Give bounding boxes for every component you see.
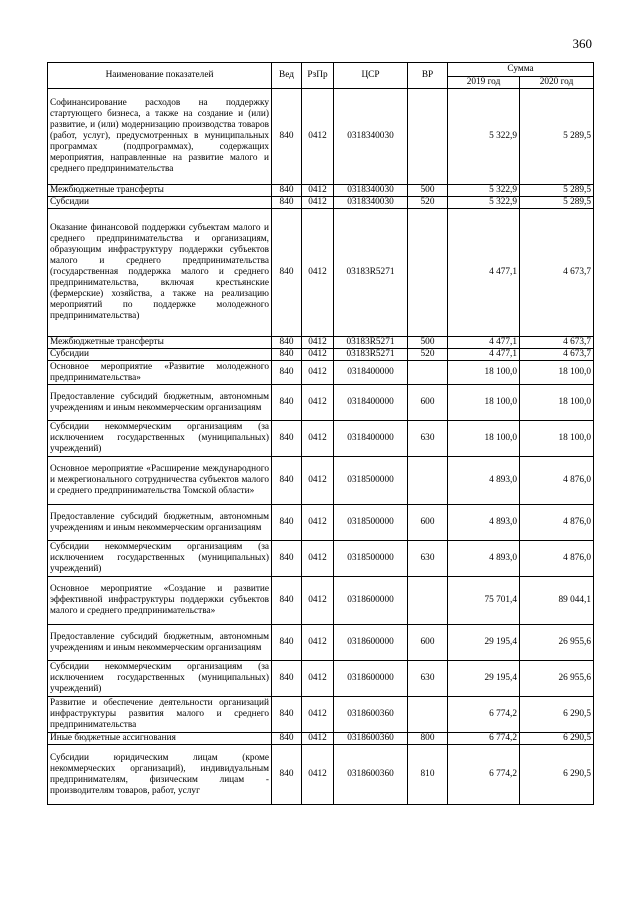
cell-y2020: 4 673,7 bbox=[520, 349, 594, 361]
table-row bbox=[48, 89, 594, 185]
cell-rzpr: 0412 bbox=[302, 745, 334, 805]
table-row bbox=[48, 197, 594, 209]
cell-rzpr: 0412 bbox=[302, 505, 334, 541]
cell-y2019: 6 774,2 bbox=[448, 733, 520, 745]
cell-csr: 0318500000 bbox=[334, 541, 408, 577]
table-row bbox=[48, 349, 594, 361]
cell-y2019: 18 100,0 bbox=[448, 361, 520, 385]
cell-csr: 0318400000 bbox=[334, 385, 408, 421]
cell-rzpr: 0412 bbox=[302, 185, 334, 197]
cell-vr bbox=[408, 89, 448, 185]
cell-rzpr: 0412 bbox=[302, 697, 334, 733]
table-row bbox=[48, 625, 594, 661]
cell-ved: 840 bbox=[272, 421, 302, 457]
cell-rzpr: 0412 bbox=[302, 337, 334, 349]
cell-ved: 840 bbox=[272, 625, 302, 661]
cell-y2020: 5 289,5 bbox=[520, 185, 594, 197]
cell-rzpr: 0412 bbox=[302, 457, 334, 505]
header-name: Наименование показателей bbox=[48, 63, 272, 89]
cell-y2019: 75 701,4 bbox=[448, 577, 520, 625]
cell-name: Оказание финансовой поддержки субъектам малого и среднего предпринимательства и организациям, образующим инфраструктуру поддержки субъектов малого и среднего предпринимательства (государственная поддержка малого и среднего предпринимательства, включая крестьянские (фермерские) хозяйства, а также на реализацию мероприятий по поддержке молодежного предпринимательства) bbox=[48, 209, 272, 337]
cell-vr: 630 bbox=[408, 421, 448, 457]
cell-rzpr: 0412 bbox=[302, 733, 334, 745]
cell-rzpr: 0412 bbox=[302, 625, 334, 661]
cell-y2019: 6 774,2 bbox=[448, 745, 520, 805]
cell-ved: 840 bbox=[272, 185, 302, 197]
cell-name: Софинансирование расходов на поддержку стартующего бизнеса, а также на создание и (или) развитие, и (или) модернизацию производства товаров (работ, услуг), предусмотренных в муниципальных программах (подпрограммах), содержащих мероприятия, направленные на развитие малого и среднего предпринимательства bbox=[48, 89, 272, 185]
cell-y2019: 4 477,1 bbox=[448, 337, 520, 349]
table-row bbox=[48, 337, 594, 349]
cell-rzpr: 0412 bbox=[302, 89, 334, 185]
cell-y2019: 4 893,0 bbox=[448, 457, 520, 505]
cell-csr: 0318400000 bbox=[334, 361, 408, 385]
cell-ved: 840 bbox=[272, 733, 302, 745]
header-vr: ВР bbox=[408, 63, 448, 89]
table-row bbox=[48, 541, 594, 577]
cell-name: Основное мероприятие «Создание и развитие эффективной инфраструктуры поддержки субъектов малого и среднего предпринимательства» bbox=[48, 577, 272, 625]
cell-name: Предоставление субсидий бюджетным, автономным учреждениям и иным некоммерческим организациям bbox=[48, 385, 272, 421]
cell-y2019: 18 100,0 bbox=[448, 385, 520, 421]
table-row bbox=[48, 209, 594, 337]
cell-rzpr: 0412 bbox=[302, 577, 334, 625]
cell-name: Субсидии bbox=[48, 197, 272, 209]
cell-vr bbox=[408, 697, 448, 733]
cell-rzpr: 0412 bbox=[302, 541, 334, 577]
header-2019: 2019 год bbox=[448, 77, 520, 89]
cell-ved: 840 bbox=[272, 209, 302, 337]
cell-csr: 0318340030 bbox=[334, 185, 408, 197]
cell-ved: 840 bbox=[272, 505, 302, 541]
cell-vr: 500 bbox=[408, 337, 448, 349]
table-row bbox=[48, 185, 594, 197]
table-row bbox=[48, 385, 594, 421]
cell-csr: 0318400000 bbox=[334, 421, 408, 457]
cell-name: Субсидии некоммерческим организациям (за исключением государственных (муниципальных) учреждений) bbox=[48, 421, 272, 457]
cell-vr: 800 bbox=[408, 733, 448, 745]
cell-vr: 520 bbox=[408, 197, 448, 209]
cell-vr: 810 bbox=[408, 745, 448, 805]
cell-rzpr: 0412 bbox=[302, 209, 334, 337]
table-row bbox=[48, 697, 594, 733]
cell-ved: 840 bbox=[272, 385, 302, 421]
cell-name: Предоставление субсидий бюджетным, автономным учреждениям и иным некоммерческим организациям bbox=[48, 505, 272, 541]
cell-y2020: 6 290,5 bbox=[520, 733, 594, 745]
cell-vr: 600 bbox=[408, 385, 448, 421]
cell-y2020: 4 673,7 bbox=[520, 209, 594, 337]
cell-vr bbox=[408, 209, 448, 337]
cell-y2020: 6 290,5 bbox=[520, 697, 594, 733]
cell-ved: 840 bbox=[272, 745, 302, 805]
cell-vr bbox=[408, 457, 448, 505]
cell-ved: 840 bbox=[272, 337, 302, 349]
cell-name: Субсидии bbox=[48, 349, 272, 361]
budget-table bbox=[47, 62, 594, 805]
cell-csr: 0318340030 bbox=[334, 197, 408, 209]
cell-y2019: 5 322,9 bbox=[448, 89, 520, 185]
cell-y2020: 4 673,7 bbox=[520, 337, 594, 349]
cell-y2019: 29 195,4 bbox=[448, 661, 520, 697]
cell-y2020: 26 955,6 bbox=[520, 625, 594, 661]
cell-y2019: 5 322,9 bbox=[448, 197, 520, 209]
cell-csr: 03183R5271 bbox=[334, 337, 408, 349]
cell-csr: 0318500000 bbox=[334, 457, 408, 505]
cell-y2020: 89 044,1 bbox=[520, 577, 594, 625]
cell-vr: 630 bbox=[408, 661, 448, 697]
cell-y2020: 18 100,0 bbox=[520, 421, 594, 457]
cell-vr: 600 bbox=[408, 625, 448, 661]
cell-ved: 840 bbox=[272, 197, 302, 209]
cell-name: Межбюджетные трансферты bbox=[48, 337, 272, 349]
cell-name: Развитие и обеспечение деятельности организаций инфраструктуры развития малого и среднего предпринимательства bbox=[48, 697, 272, 733]
cell-name: Субсидии некоммерческим организациям (за исключением государственных (муниципальных) учреждений) bbox=[48, 541, 272, 577]
cell-ved: 840 bbox=[272, 577, 302, 625]
cell-csr: 0318600360 bbox=[334, 745, 408, 805]
cell-name: Основное мероприятие «Развитие молодежного предпринимательства» bbox=[48, 361, 272, 385]
header-2020: 2020 год bbox=[520, 77, 594, 89]
cell-csr: 0318340030 bbox=[334, 89, 408, 185]
cell-vr: 600 bbox=[408, 505, 448, 541]
cell-csr: 0318600000 bbox=[334, 661, 408, 697]
cell-name: Субсидии юридическим лицам (кроме некоммерческих организаций), индивидуальным предпринимателям, физическим лицам - производителям товаров, работ, услуг bbox=[48, 745, 272, 805]
table-row bbox=[48, 505, 594, 541]
cell-name: Субсидии некоммерческим организациям (за исключением государственных (муниципальных) учреждений) bbox=[48, 661, 272, 697]
cell-vr: 520 bbox=[408, 349, 448, 361]
cell-csr: 0318600000 bbox=[334, 625, 408, 661]
cell-name: Предоставление субсидий бюджетным, автономным учреждениям и иным некоммерческим организациям bbox=[48, 625, 272, 661]
cell-ved: 840 bbox=[272, 361, 302, 385]
cell-y2019: 4 477,1 bbox=[448, 349, 520, 361]
cell-y2019: 4 477,1 bbox=[448, 209, 520, 337]
cell-csr: 0318600360 bbox=[334, 697, 408, 733]
cell-y2020: 26 955,6 bbox=[520, 661, 594, 697]
cell-rzpr: 0412 bbox=[302, 197, 334, 209]
cell-y2020: 4 876,0 bbox=[520, 457, 594, 505]
cell-csr: 03183R5271 bbox=[334, 349, 408, 361]
cell-rzpr: 0412 bbox=[302, 349, 334, 361]
page-number: 360 bbox=[572, 36, 592, 51]
cell-name: Основное мероприятие «Расширение международного и межрегионального сотрудничества субъектов малого и среднего предпринимательства Томской области» bbox=[48, 457, 272, 505]
cell-y2020: 5 289,5 bbox=[520, 197, 594, 209]
cell-name: Межбюджетные трансферты bbox=[48, 185, 272, 197]
cell-y2020: 6 290,5 bbox=[520, 745, 594, 805]
cell-y2019: 29 195,4 bbox=[448, 625, 520, 661]
table-row bbox=[48, 733, 594, 745]
cell-y2019: 6 774,2 bbox=[448, 697, 520, 733]
cell-rzpr: 0412 bbox=[302, 385, 334, 421]
cell-vr bbox=[408, 361, 448, 385]
cell-y2019: 5 322,9 bbox=[448, 185, 520, 197]
header-sum: Сумма bbox=[448, 63, 594, 77]
cell-y2019: 18 100,0 bbox=[448, 421, 520, 457]
cell-y2019: 4 893,0 bbox=[448, 505, 520, 541]
cell-csr: 03183R5271 bbox=[334, 209, 408, 337]
cell-csr: 0318500000 bbox=[334, 505, 408, 541]
cell-y2019: 4 893,0 bbox=[448, 541, 520, 577]
cell-y2020: 18 100,0 bbox=[520, 385, 594, 421]
cell-y2020: 4 876,0 bbox=[520, 505, 594, 541]
table-row bbox=[48, 661, 594, 697]
cell-rzpr: 0412 bbox=[302, 421, 334, 457]
table-row bbox=[48, 361, 594, 385]
header-rzpr: РзПр bbox=[302, 63, 334, 89]
table-row bbox=[48, 745, 594, 805]
cell-vr: 630 bbox=[408, 541, 448, 577]
cell-y2020: 5 289,5 bbox=[520, 89, 594, 185]
table-row bbox=[48, 457, 594, 505]
cell-vr: 500 bbox=[408, 185, 448, 197]
cell-ved: 840 bbox=[272, 541, 302, 577]
cell-ved: 840 bbox=[272, 697, 302, 733]
header-ved: Вед bbox=[272, 63, 302, 89]
cell-ved: 840 bbox=[272, 457, 302, 505]
header-csr: ЦСР bbox=[334, 63, 408, 89]
cell-rzpr: 0412 bbox=[302, 361, 334, 385]
cell-name: Иные бюджетные ассигнования bbox=[48, 733, 272, 745]
cell-vr bbox=[408, 577, 448, 625]
table-row bbox=[48, 421, 594, 457]
cell-y2020: 4 876,0 bbox=[520, 541, 594, 577]
cell-csr: 0318600000 bbox=[334, 577, 408, 625]
cell-csr: 0318600360 bbox=[334, 733, 408, 745]
cell-y2020: 18 100,0 bbox=[520, 361, 594, 385]
table-body bbox=[48, 89, 594, 805]
cell-ved: 840 bbox=[272, 89, 302, 185]
cell-ved: 840 bbox=[272, 661, 302, 697]
cell-rzpr: 0412 bbox=[302, 661, 334, 697]
cell-ved: 840 bbox=[272, 349, 302, 361]
table-row bbox=[48, 577, 594, 625]
